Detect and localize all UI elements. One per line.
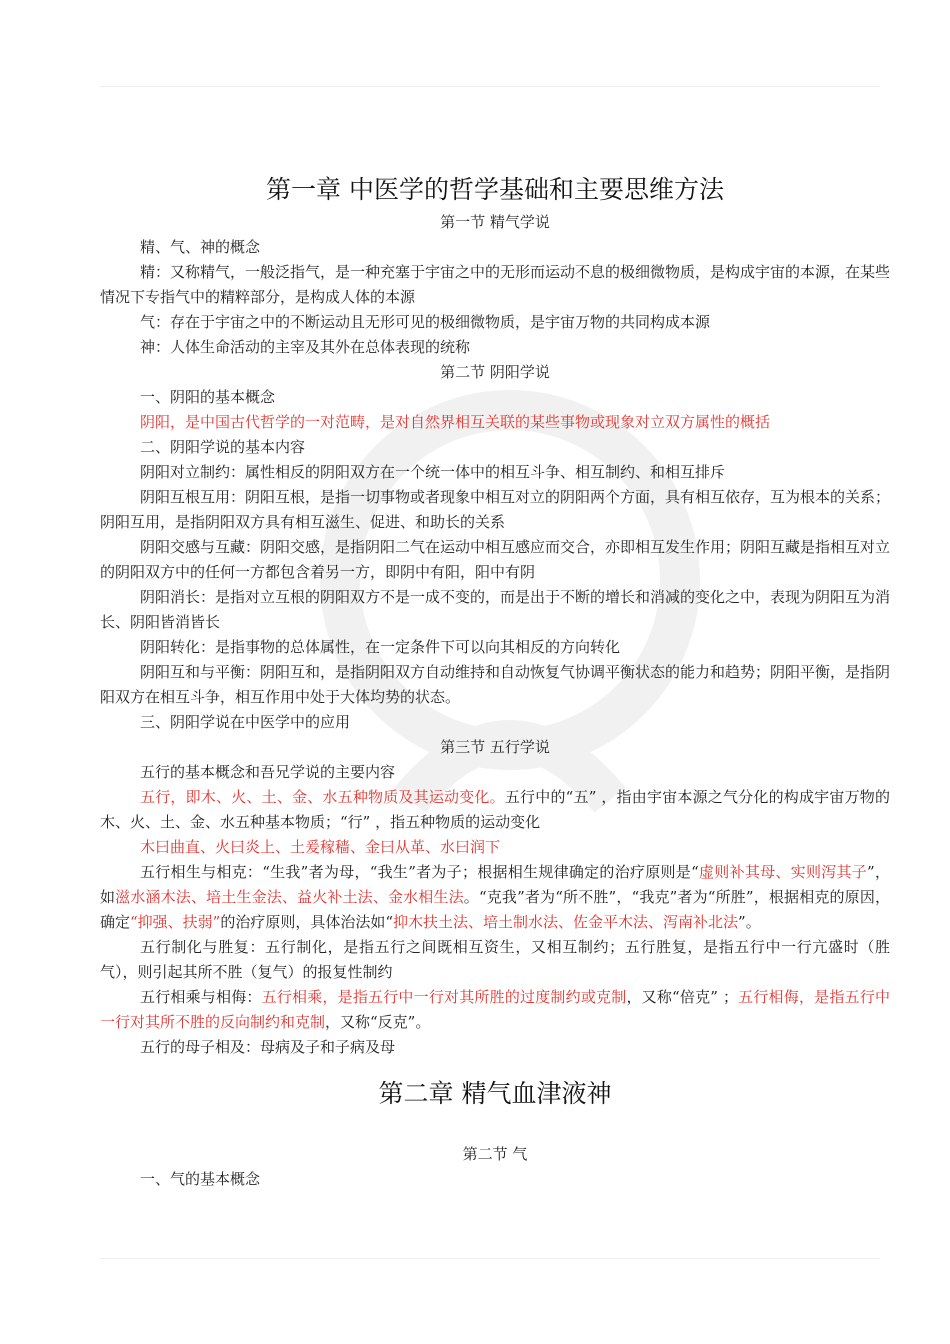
paragraph: 阴阳对立制约：属性相反的阴阳双方在一个统一体中的相互斗争、相互制约、和相互排斥 (140, 463, 726, 481)
paragraph: 气：存在于宇宙之中的不断运动且无形可见的极细微物质，是宇宙万物的共同构成本源 (140, 313, 711, 331)
paragraph-text: 五行相乘与相侮： (140, 988, 262, 1006)
paragraph: 阴阳互和与平衡：阴阳互和，是指阴阳双方自动维持和自动恢复气协调平衡状态的能力和趋势；阴阳平衡，是指阴阳双方在相互斗争，相互作用中处于大体均势的状态。 (100, 663, 891, 706)
paragraph-text: ，又称“反克”。 (325, 1013, 431, 1031)
highlighted-paragraph: 阴阳，是中国古代哲学的一对范畴，是对自然界相互关联的某些事物或现象对立双方属性的概括 (140, 413, 771, 431)
paragraph: 神：人体生命活动的主宰及其外在总体表现的统称 (140, 338, 471, 356)
paragraph: 二、阴阳学说的基本内容 (140, 438, 306, 456)
highlighted-paragraph: 木曰曲直、火曰炎上、土爰稼穑、金曰从革、水曰润下 (140, 838, 501, 856)
paragraph: 阴阳消长：是指对立互根的阴阳双方不是一成不变的，而是出于不断的增长和消减的变化之中，表现为阴阳互为消长、阴阳皆消皆长 (100, 588, 891, 631)
paragraph: 三、阴阳学说在中医学中的应用 (140, 713, 351, 731)
paragraph: 一、气的基本概念 (140, 1170, 261, 1188)
paragraph: 阴阳互根互用：阴阳互根，是指一切事物或者现象中相互对立的阴阳两个方面，具有相互依存，互为根本的关系；阴阳互用，是指阴阳双方具有相互滋生、促进、和助长的关系 (100, 488, 891, 531)
header-rule (100, 86, 880, 87)
section-title: 第二节 气 (462, 1145, 528, 1163)
paragraph (100, 985, 890, 1035)
document-page (100, 170, 890, 1192)
paragraph-text: 五行相生与相克：“生我”者为母，“我生”者为子；根据相生规律确定的治疗原则是“ (140, 863, 699, 881)
paragraph: 阴阳转化：是指事物的总体属性，在一定条件下可以向其相反的方向转化 (140, 638, 621, 656)
highlight-text: “抑强、扶弱” (130, 913, 221, 931)
footer-rule (100, 1258, 880, 1259)
chapter-2-title: 第二章 精气血津液神 (378, 1079, 612, 1108)
paragraph: 五行的母子相及：母病及子和子病及母 (140, 1038, 396, 1056)
highlight-text: 五行相乘，是指五行中一行对其所胜的过度制约或克制 (261, 988, 627, 1006)
paragraph-text: 五行中的“五” ，指由宇宙本源之气分化的构成宇宙万物的木、火、土、金、水五种基本物质；“行” ，指五种物质的运动变化 (100, 788, 890, 831)
paragraph-text: 。“克我”者为“所不胜”，“我克”者为“所胜”，根据相克的原因，确定 (100, 888, 890, 931)
section-title: 第一节 精气学说 (440, 213, 550, 231)
paragraph: 阴阳交感与互藏：阴阳交感，是指阴阳二气在运动中相互感应而交合，亦即相互发生作用；阴阳互藏是指相互对立的阴阳双方中的任何一方都包含着另一方，即阴中有阳，阳中有阴 (100, 538, 891, 581)
paragraph: 精：又称精气，一般泛指气，是一种充塞于宇宙之中的无形而运动不息的极细微物质，是构成宇宙的本源，在某些情况下专指气中的精粹部分，是构成人体的本源 (100, 263, 891, 306)
section-title: 第二节 阴阳学说 (440, 363, 550, 381)
chapter-1-title: 第一章 中医学的哲学基础和主要思维方法 (266, 175, 724, 204)
paragraph-text: ”。 (738, 913, 761, 931)
highlight-text: 虚则补其母、实则泻其子 (698, 863, 868, 881)
paragraph-text: ”，如 (100, 863, 890, 906)
highlight-text: 五行，即木、火、土、金、水五种物质及其运动变化。 (140, 788, 505, 806)
highlight-text: 抑木扶土法、培土制水法、佐金平木法、泻南补北法 (393, 913, 739, 931)
highlight-text: 滋水涵木法、培土生金法、益火补土法、金水相生法 (115, 888, 464, 906)
paragraph: 五行制化与胜复：五行制化，是指五行之间既相互资生，又相互制约；五行胜复，是指五行中一行亢盛时（胜气），则引起其所不胜（复气）的报复性制约 (100, 938, 890, 981)
paragraph (100, 860, 890, 935)
highlight-text: 五行相侮，是指五行中一行对其所不胜的反向制约和克制 (100, 988, 890, 1031)
paragraph (100, 785, 890, 835)
paragraph: 精、气、神的概念 (140, 238, 261, 256)
paragraph: 一、阴阳的基本概念 (140, 388, 276, 406)
paragraph-text: 的治疗原则，具体治法如“ (220, 913, 394, 931)
section-title: 第三节 五行学说 (440, 738, 550, 756)
paragraph: 五行的基本概念和吾兄学说的主要内容 (140, 763, 396, 781)
paragraph-text: ，又称“倍克” ； (626, 988, 738, 1006)
